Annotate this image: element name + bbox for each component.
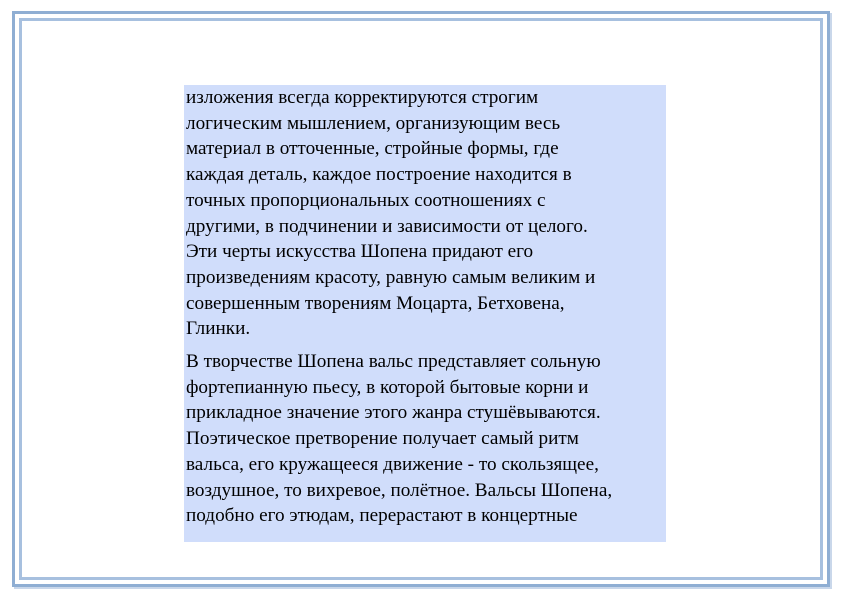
text-line: совершенным творениям Моцарта, Бетховена, [186,292,565,314]
text-line: материал в отточенные, стройные формы, где [186,138,559,160]
text-line: изложения всегда корректируются строгим [186,87,539,108]
text-line: логическим мышлением, организующим весь [186,112,561,134]
text-line: В творчестве Шопена вальс представляет сольную [186,351,601,373]
text-line: Поэтическое претворение получает самый ритм [186,428,579,450]
text-line: произведениям красоту, равную самым великим и [186,266,596,288]
text-line: Эти черты искусства Шопена придают его [186,241,534,263]
text-line: вальса, его кружащееся движение - то скользящее, [186,453,599,475]
text-box[interactable] [184,85,666,542]
text-line: воздушное, то вихревое, полётное. Вальсы Шопена, [186,479,613,501]
paragraph-2 [184,349,666,529]
text-line: каждая деталь, каждое построение находится в [186,164,572,186]
text-line: точных пропорциональных соотношениях с [186,189,546,211]
paragraph-1 [184,85,666,342]
text-line: фортепианную пьесу, в которой бытовые корни и [186,376,589,398]
text-line: прикладное значение этого жанра стушёвываются. [186,402,601,424]
text-line: Глинки. [186,318,251,340]
text-line: другими, в подчинении и зависимости от целого. [186,215,588,237]
text-line: подобно его этюдам, перерастают в концертные [186,505,578,527]
